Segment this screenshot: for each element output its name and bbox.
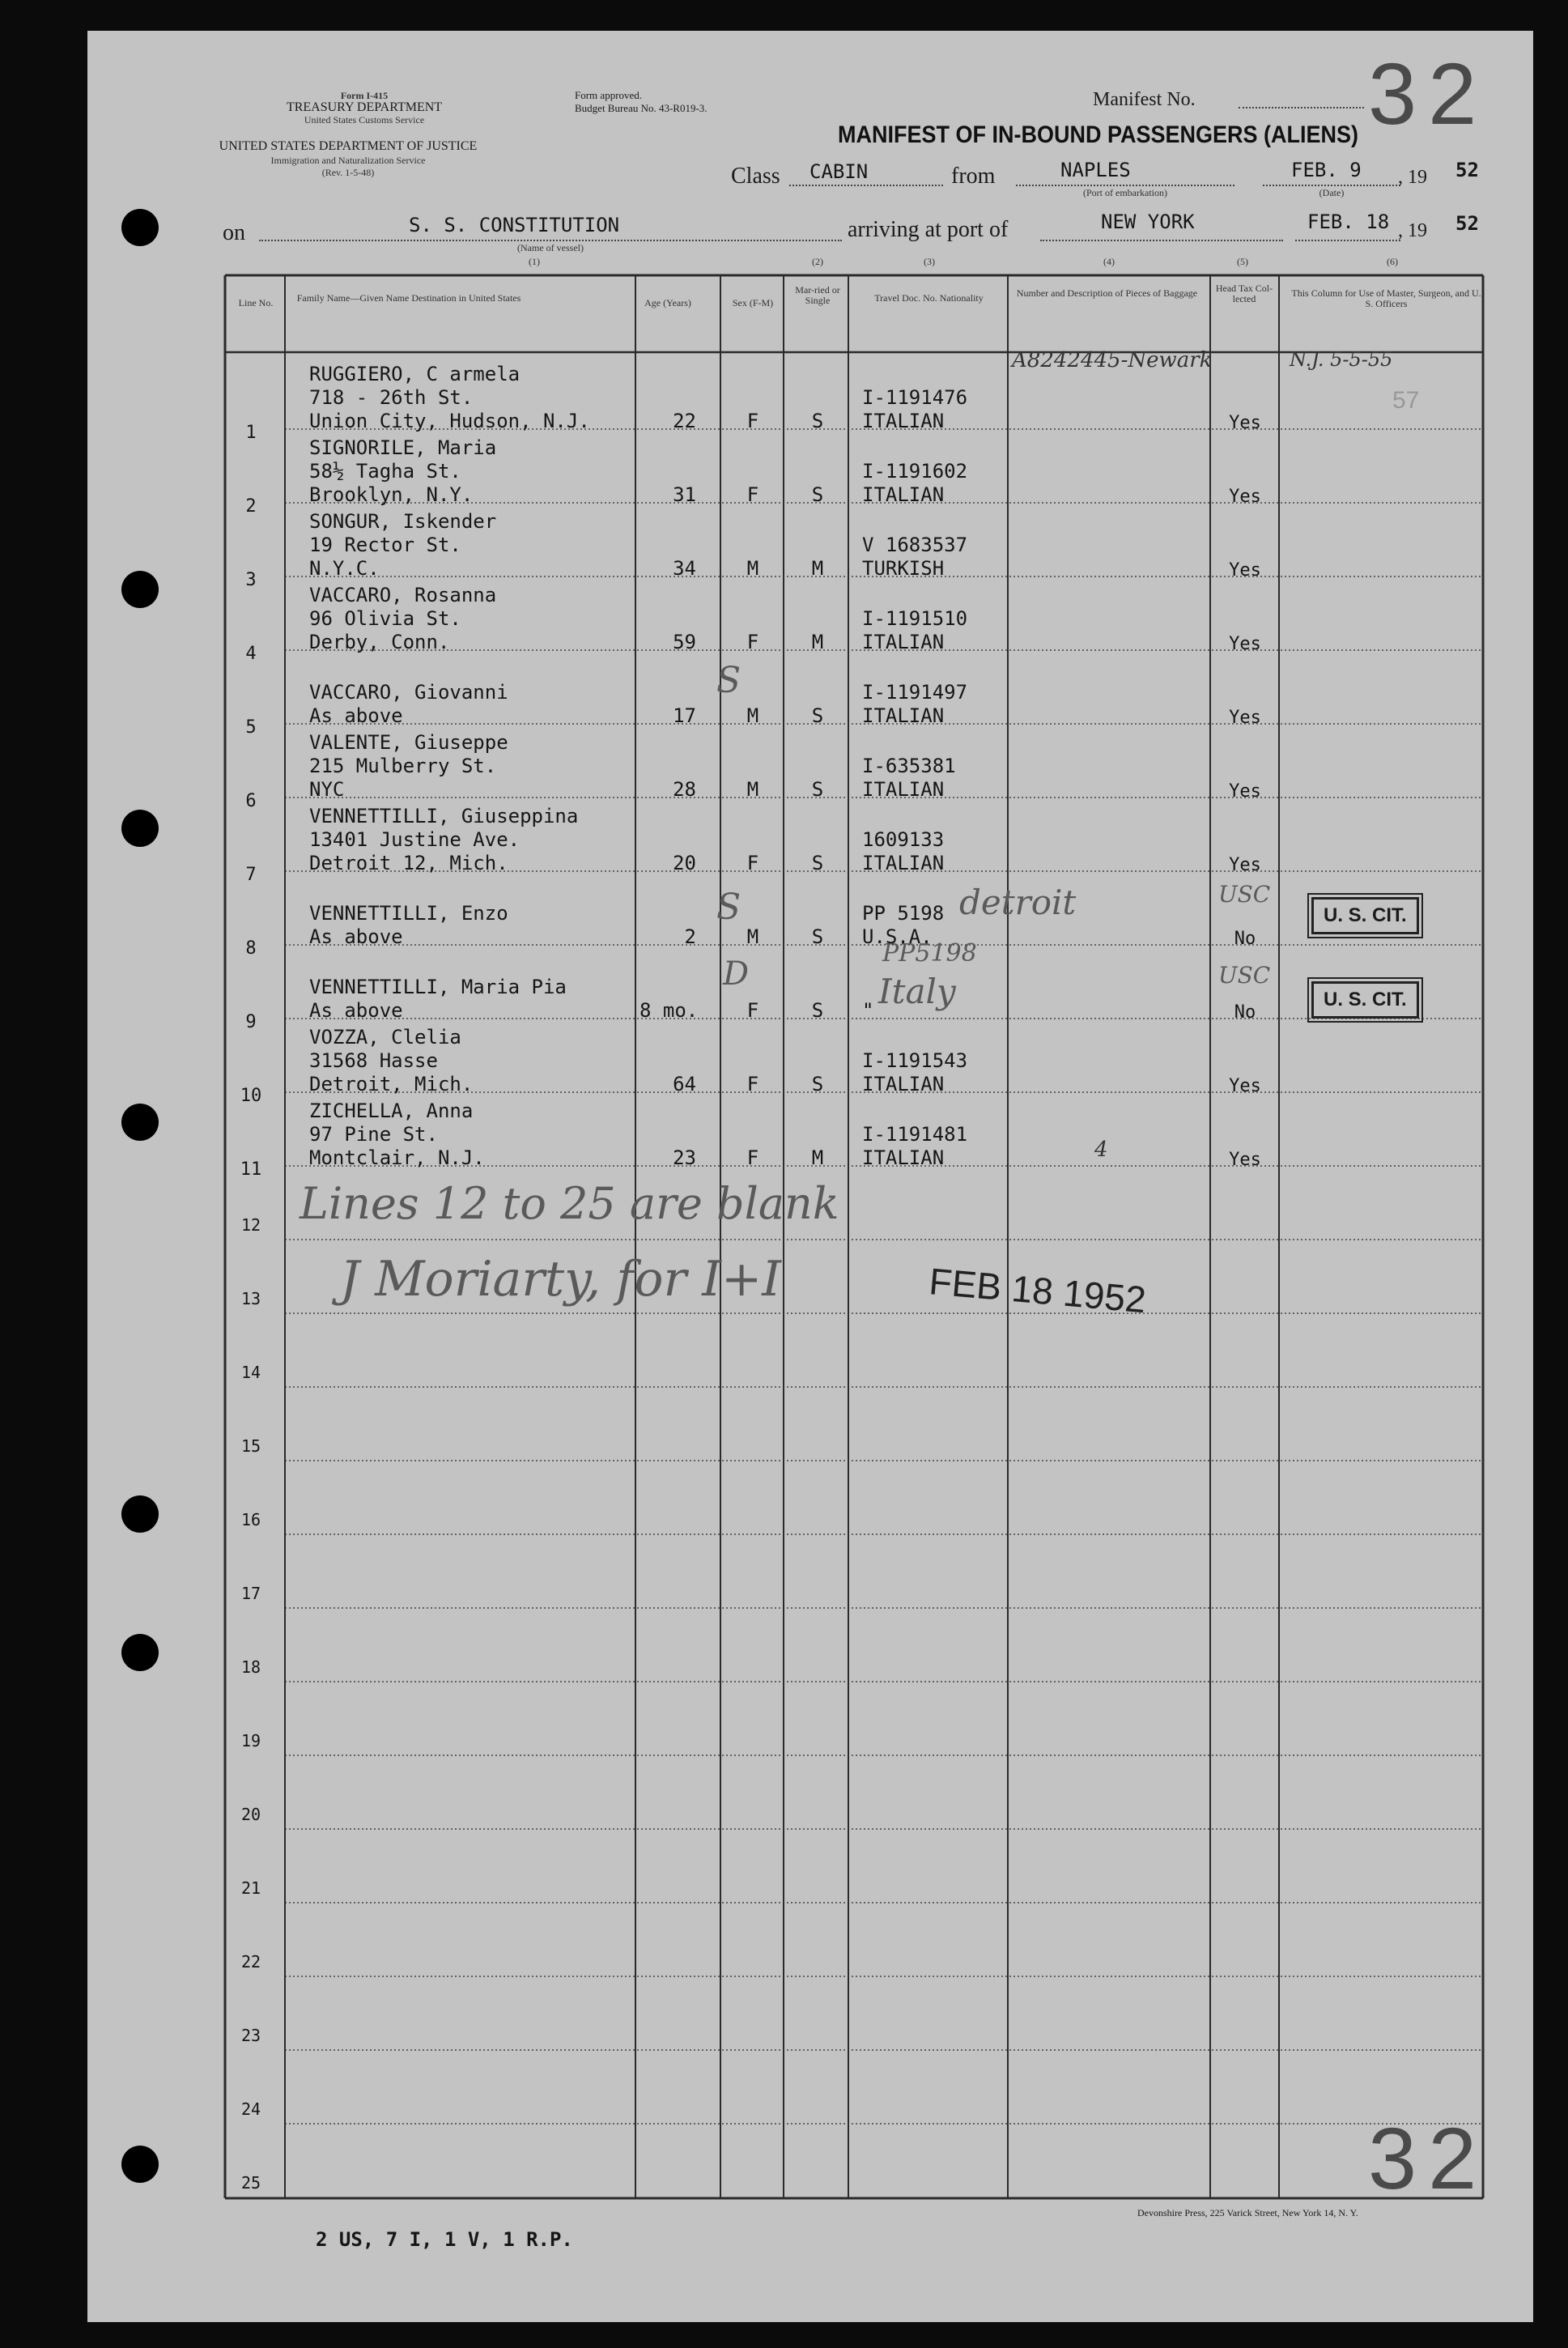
vessel-name: S. S. CONSTITUTION bbox=[409, 214, 620, 236]
nationality: ITALIAN bbox=[862, 778, 945, 801]
travel-doc-number: I-1191481 bbox=[862, 1123, 968, 1146]
nationality: TURKISH bbox=[862, 557, 945, 580]
passenger-sex: F bbox=[746, 410, 759, 432]
passenger-sex: F bbox=[746, 1146, 759, 1169]
line-number: 11 bbox=[240, 1159, 262, 1180]
arrival-port: NEW YORK bbox=[1101, 211, 1195, 233]
col-number: (2) bbox=[812, 256, 823, 267]
passenger-age: 17 bbox=[673, 704, 696, 727]
passenger-address-1: 718 - 26th St. bbox=[309, 386, 474, 409]
passenger-age: 59 bbox=[673, 631, 696, 653]
justice-dept: UNITED STATES DEPARTMENT OF JUSTICE bbox=[219, 139, 478, 153]
handwritten-bracket-mark: S bbox=[716, 660, 742, 701]
passenger-sex: F bbox=[746, 999, 759, 1022]
manifest-number: 32 bbox=[1368, 45, 1489, 142]
arrival-year: 52 bbox=[1455, 212, 1479, 235]
travel-doc-number: I-635381 bbox=[862, 755, 956, 777]
head-tax: No bbox=[1234, 929, 1256, 949]
col-header-travel: Travel Doc. No. Nationality bbox=[874, 292, 984, 304]
line-number: 16 bbox=[240, 1510, 261, 1529]
passenger-address-2: Montclair, N.J. bbox=[309, 1146, 485, 1169]
handwritten-baggage-count: 4 bbox=[1094, 1138, 1108, 1162]
nationality: " bbox=[862, 999, 874, 1022]
handwritten-bracket-mark: S bbox=[716, 887, 742, 928]
line-number: 17 bbox=[240, 1584, 261, 1603]
col-header-name: Family Name—Given Name Destination in United States bbox=[296, 292, 521, 304]
head-tax: Yes bbox=[1229, 855, 1261, 875]
passenger-age: 20 bbox=[673, 852, 696, 874]
on-label: on bbox=[223, 220, 245, 245]
col-number: (5) bbox=[1237, 256, 1248, 267]
col-header-officers: This Column for Use of Master, Surgeon, and U. S. Officers bbox=[1291, 287, 1481, 309]
nationality: ITALIAN bbox=[862, 1146, 945, 1169]
col-header-age: Age (Years) bbox=[644, 297, 691, 308]
passenger-address-2: Detroit 12, Mich. bbox=[309, 852, 508, 874]
passenger-name: VOZZA, Clelia bbox=[309, 1026, 461, 1049]
ins-service: Immigration and Naturalization Service bbox=[270, 155, 426, 166]
travel-doc-number: I-1191510 bbox=[862, 607, 968, 630]
line-number: 1 bbox=[245, 423, 257, 443]
departure-date: FEB. 9 bbox=[1291, 159, 1362, 181]
head-tax: Yes bbox=[1229, 1076, 1261, 1096]
travel-doc-number: PP 5198 bbox=[862, 902, 945, 925]
passenger-sex: M bbox=[746, 704, 759, 727]
head-tax: Yes bbox=[1229, 634, 1261, 654]
line-number: 8 bbox=[245, 938, 257, 959]
col-header-line: Line No. bbox=[238, 297, 274, 308]
faint-number: 57 bbox=[1392, 387, 1420, 414]
passenger-marital: S bbox=[811, 1073, 824, 1095]
passenger-age: 34 bbox=[673, 557, 696, 580]
travel-doc-number: I-1191476 bbox=[862, 386, 968, 409]
passenger-sex: M bbox=[746, 557, 759, 580]
passenger-address-1: 13401 Justine Ave. bbox=[309, 828, 521, 851]
passenger-marital: S bbox=[811, 925, 824, 948]
form-number: Form I-415 bbox=[340, 90, 389, 101]
us-citizen-stamp: U. S. CIT. bbox=[1311, 897, 1419, 934]
arrival-year-prefix: , 19 bbox=[1398, 220, 1427, 241]
nationality: ITALIAN bbox=[862, 704, 945, 727]
line-number: 19 bbox=[240, 1731, 261, 1750]
passenger-marital: S bbox=[811, 999, 824, 1022]
line-number: 24 bbox=[240, 2099, 261, 2119]
passenger-marital: S bbox=[811, 483, 824, 506]
arrival-date-stamp: FEB 18 1952 bbox=[927, 1260, 1148, 1321]
handwritten-bracket-mark: D bbox=[723, 955, 750, 993]
passenger-age: 8 mo. bbox=[640, 999, 699, 1022]
passenger-marital: S bbox=[811, 410, 824, 432]
handwritten-usc: USC bbox=[1218, 962, 1271, 989]
customs-service: United States Customs Service bbox=[304, 114, 425, 125]
handwritten-destination: detroit bbox=[959, 883, 1077, 922]
printer-imprint: Devonshire Press, 225 Varick Street, New York 14, N. Y. bbox=[1137, 2207, 1358, 2218]
passenger-marital: M bbox=[811, 1146, 824, 1169]
passenger-address-1: VENNETTILLI, Maria Pia bbox=[309, 976, 567, 998]
line-number: 15 bbox=[240, 1436, 261, 1456]
passenger-address-2: As above bbox=[309, 704, 403, 727]
travel-doc-number: 1609133 bbox=[862, 828, 945, 851]
col-number: (3) bbox=[924, 256, 935, 267]
line-number: 22 bbox=[240, 1952, 261, 1972]
head-tax: Yes bbox=[1229, 560, 1261, 581]
line-number: 21 bbox=[240, 1878, 261, 1898]
line-number: 13 bbox=[240, 1289, 261, 1308]
passenger-marital: S bbox=[811, 778, 824, 801]
passenger-name: RUGGIERO, C armela bbox=[309, 363, 521, 385]
port-caption: (Port of embarkation) bbox=[1083, 187, 1167, 198]
class-value: CABIN bbox=[809, 160, 869, 183]
passenger-marital: S bbox=[811, 852, 824, 874]
manifest-no-label: Manifest No. bbox=[1093, 89, 1196, 110]
col-number: (6) bbox=[1387, 256, 1398, 267]
footer-tally: 2 US, 7 I, 1 V, 1 R.P. bbox=[316, 2228, 573, 2251]
arriving-label: arriving at port of bbox=[848, 217, 1009, 242]
head-tax: Yes bbox=[1229, 1150, 1261, 1170]
revision: (Rev. 1-5-48) bbox=[321, 167, 375, 178]
passenger-name: ZICHELLA, Anna bbox=[309, 1100, 474, 1122]
passenger-sex: F bbox=[746, 631, 759, 653]
passenger-address-2: As above bbox=[309, 999, 403, 1022]
head-tax: Yes bbox=[1229, 487, 1261, 507]
travel-doc-number: V 1683537 bbox=[862, 534, 968, 556]
passenger-sex: F bbox=[746, 852, 759, 874]
line-number: 18 bbox=[240, 1657, 261, 1677]
passenger-address-2: As above bbox=[309, 925, 403, 948]
passenger-address-1: 19 Rector St. bbox=[309, 534, 461, 556]
line-number: 2 bbox=[245, 496, 257, 517]
line-number: 12 bbox=[240, 1215, 261, 1235]
passenger-marital: S bbox=[811, 704, 824, 727]
passenger-address-1: 96 Olivia St. bbox=[309, 607, 461, 630]
passenger-sex: M bbox=[746, 778, 759, 801]
col-header-married: Mar-ried or Single bbox=[795, 284, 840, 306]
page-number: 32 bbox=[1368, 2109, 1489, 2207]
passenger-name: VACCARO, Rosanna bbox=[309, 584, 497, 606]
manifest-title: MANIFEST OF IN-BOUND PASSENGERS (ALIENS) bbox=[838, 121, 1359, 148]
budget-bureau: Budget Bureau No. 43-R019-3. bbox=[575, 102, 708, 114]
head-tax: Yes bbox=[1229, 781, 1261, 802]
passenger-name: VENNETTILLI, Giuseppina bbox=[309, 805, 579, 827]
vessel-caption: (Name of vessel) bbox=[517, 242, 584, 253]
passenger-address-2: NYC bbox=[309, 778, 345, 801]
line-number: 9 bbox=[245, 1012, 257, 1032]
line-number: 23 bbox=[240, 2026, 261, 2045]
passenger-address-2: Union City, Hudson, N.J. bbox=[309, 410, 590, 432]
passenger-address-1: 215 Mulberry St. bbox=[309, 755, 497, 777]
line-number: 5 bbox=[245, 717, 257, 738]
passenger-address-1: VENNETTILLI, Enzo bbox=[309, 902, 508, 925]
line-number: 6 bbox=[245, 791, 257, 811]
departure-year: 52 bbox=[1455, 159, 1479, 181]
from-label: from bbox=[951, 164, 996, 189]
head-tax: Yes bbox=[1229, 708, 1261, 728]
passenger-sex: M bbox=[746, 925, 759, 948]
col-header-baggage: Number and Description of Pieces of Baggage bbox=[1016, 287, 1198, 299]
passenger-age: 22 bbox=[673, 410, 696, 432]
passenger-address-1: 31568 Hasse bbox=[309, 1049, 438, 1072]
passenger-age: 2 bbox=[684, 925, 696, 948]
passenger-age: 31 bbox=[673, 483, 696, 506]
head-tax: Yes bbox=[1229, 413, 1261, 433]
arrival-date: FEB. 18 bbox=[1307, 211, 1390, 233]
handwritten-signature: J Moriarty, for I+I bbox=[340, 1251, 781, 1308]
nationality: ITALIAN bbox=[862, 852, 945, 874]
nationality: ITALIAN bbox=[862, 1073, 945, 1095]
col-header-headtax: Head Tax Col-lected bbox=[1215, 283, 1273, 304]
passenger-address-1: VACCARO, Giovanni bbox=[309, 681, 508, 704]
nationality: U.S.A. bbox=[862, 925, 933, 948]
passenger-address-2: Brooklyn, N.Y. bbox=[309, 483, 474, 506]
col-number: (1) bbox=[529, 256, 540, 267]
handwritten-blank-note: Lines 12 to 25 are blank bbox=[300, 1178, 839, 1229]
line-number: 10 bbox=[240, 1086, 262, 1106]
handwritten-passport: PP5198 bbox=[882, 939, 977, 968]
travel-doc-number: I-1191497 bbox=[862, 681, 968, 704]
head-tax: No bbox=[1234, 1002, 1256, 1023]
departure-year-prefix: , 19 bbox=[1398, 167, 1427, 188]
line-number: 7 bbox=[245, 865, 257, 885]
line-number: 20 bbox=[240, 1805, 261, 1824]
passenger-address-1: 58½ Tagha St. bbox=[309, 460, 461, 483]
form-approved: Form approved. bbox=[575, 89, 643, 101]
passenger-address-2: Derby, Conn. bbox=[309, 631, 450, 653]
passenger-address-1: 97 Pine St. bbox=[309, 1123, 438, 1146]
line-number: 4 bbox=[245, 644, 257, 664]
date-caption: (Date) bbox=[1319, 187, 1345, 198]
handwritten-usc: USC bbox=[1218, 881, 1271, 908]
nationality: ITALIAN bbox=[862, 631, 945, 653]
passenger-name: SONGUR, Iskender bbox=[309, 510, 497, 533]
line-number: 14 bbox=[240, 1363, 261, 1382]
passenger-age: 64 bbox=[673, 1073, 696, 1095]
col-number: (4) bbox=[1103, 256, 1115, 267]
passenger-sex: F bbox=[746, 483, 759, 506]
travel-doc-number: I-1191602 bbox=[862, 460, 968, 483]
handwritten-officer-note: N.J. 5-5-55 bbox=[1290, 348, 1393, 371]
passenger-marital: M bbox=[811, 631, 824, 653]
passenger-age: 23 bbox=[673, 1146, 696, 1169]
travel-doc-number: I-1191543 bbox=[862, 1049, 968, 1072]
nationality: ITALIAN bbox=[862, 483, 945, 506]
us-citizen-stamp: U. S. CIT. bbox=[1311, 981, 1419, 1019]
handwritten-baggage-note: A8242445-Newark bbox=[1012, 348, 1213, 372]
treasury-dept: TREASURY DEPARTMENT bbox=[286, 100, 443, 114]
passenger-name: SIGNORILE, Maria bbox=[309, 436, 497, 459]
line-number: 25 bbox=[240, 2173, 261, 2193]
passenger-marital: M bbox=[811, 557, 824, 580]
col-header-sex: Sex (F-M) bbox=[732, 297, 774, 308]
nationality: ITALIAN bbox=[862, 410, 945, 432]
embarkation-port: NAPLES bbox=[1060, 159, 1131, 181]
passenger-address-2: N.Y.C. bbox=[309, 557, 380, 580]
passenger-name: VALENTE, Giuseppe bbox=[309, 731, 508, 754]
passenger-sex: F bbox=[746, 1073, 759, 1095]
class-label: Class bbox=[731, 164, 780, 189]
passenger-address-2: Detroit, Mich. bbox=[309, 1073, 474, 1095]
handwritten-country: Italy bbox=[878, 972, 956, 1011]
line-number: 3 bbox=[245, 570, 257, 590]
passenger-age: 28 bbox=[673, 778, 696, 801]
